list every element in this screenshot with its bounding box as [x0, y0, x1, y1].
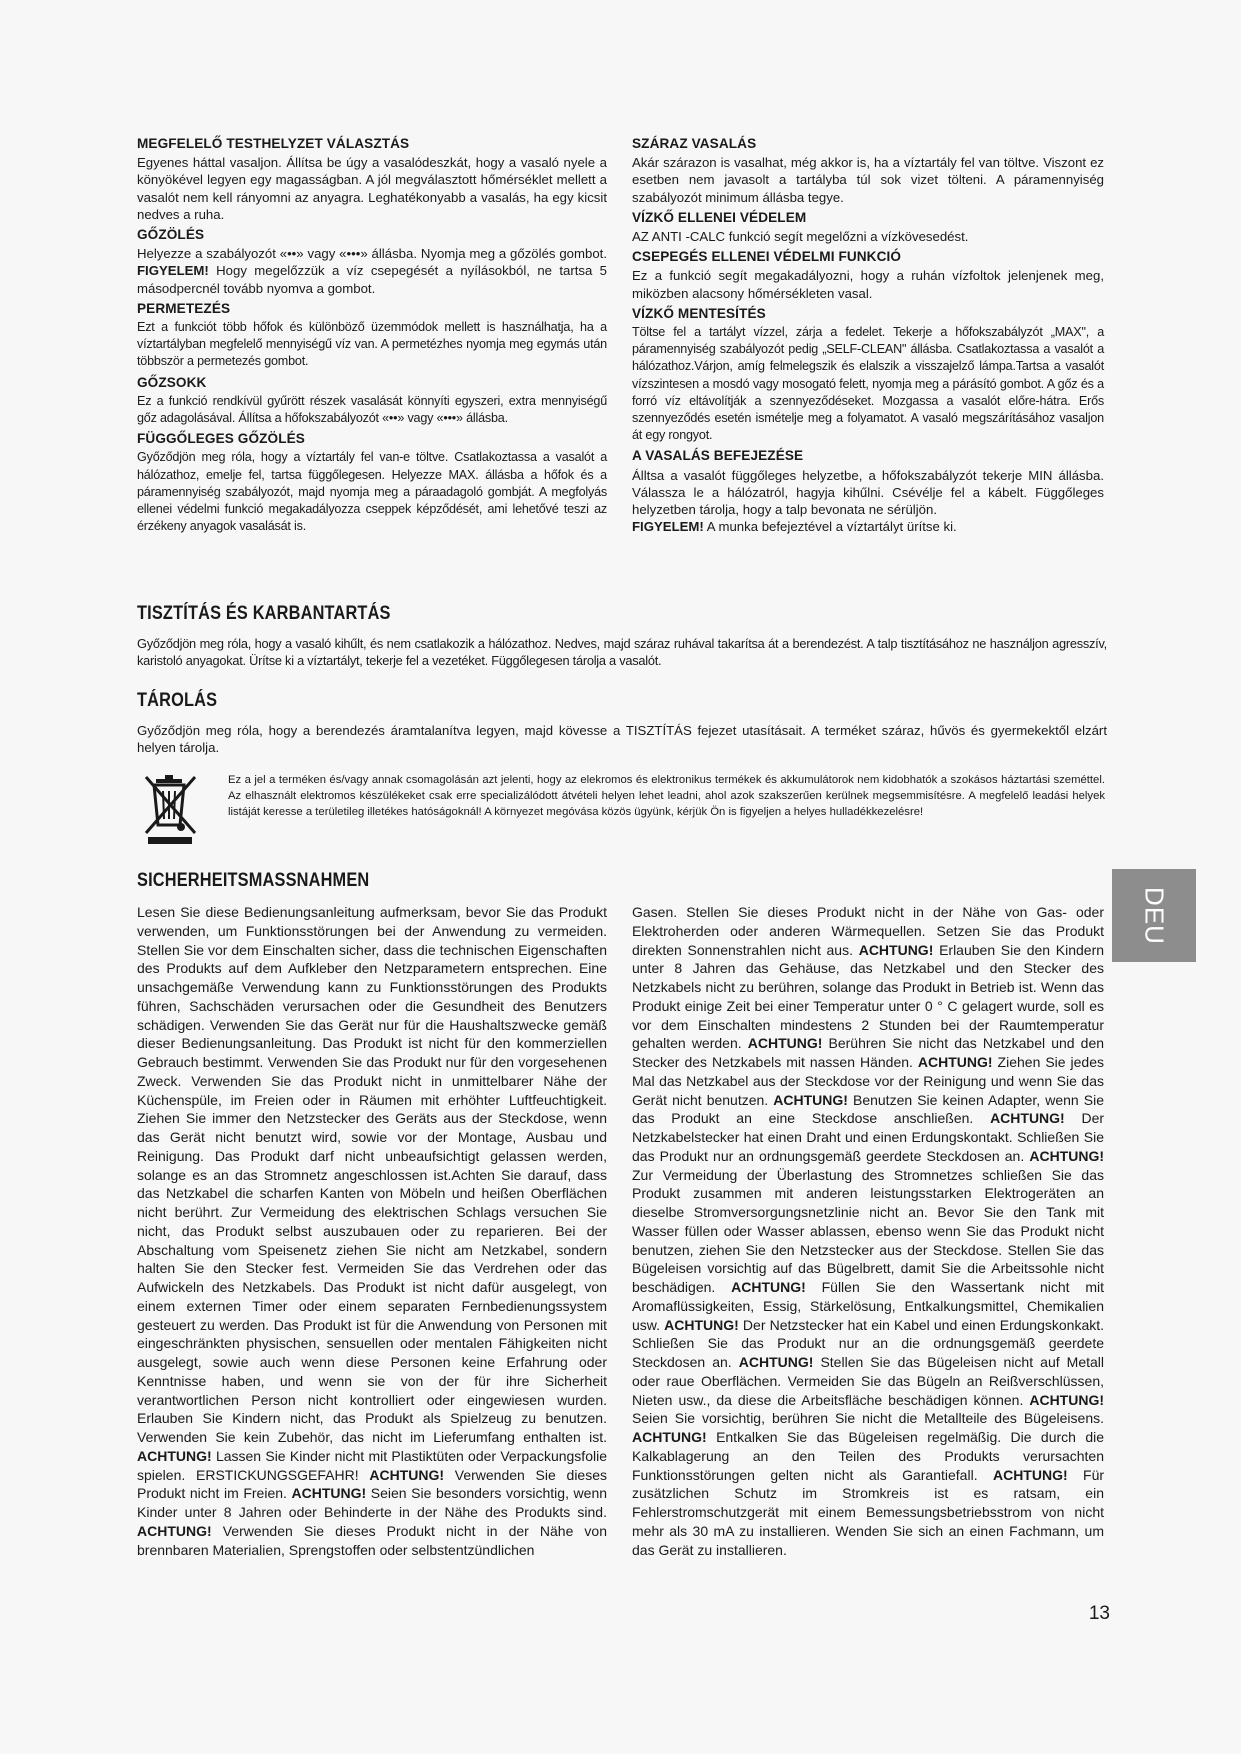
warning-label: ACHTUNG!: [858, 941, 934, 958]
warning-label: ACHTUNG!: [992, 1466, 1068, 1483]
section-text: Helyezze a szabályozót «••» vagy «•••» állásba. Nyomja meg a gőzölés gombot. FIGYELEM! Hogy megelőzzük a víz csepegését a nyílásokból, ne tartsa 5 másodpercnél tovább nyomva a gombot.: [137, 246, 607, 296]
section-text: Ezt a funkciót több hőfok és különböző üzemmódok mellett is használhatja, ha a víztartályban megfelelő mennyiségű víz van. A permetézhes nyomja meg egymás után többször a permetezés gombot.: [137, 320, 607, 369]
warning-label: FIGYELEM!: [137, 263, 209, 279]
section-heading: SZÁRAZ VASALÁS: [632, 136, 757, 151]
section-heading: FÜGGŐLEGES GŐZÖLÉS: [137, 431, 305, 447]
section-heading: PERMETEZÉS: [137, 300, 231, 316]
section-text: Akár szárazon is vasalhat, még akkor is, ha a víztartály fel van töltve. Viszont ez esetben nem javasolt a tartályba túl sok vizet tölteni. A páramennyiség szabályozót minimum állásba tegye.: [632, 155, 1104, 205]
safety-title: SICHERHEITSMASSNAHMEN: [137, 870, 370, 891]
storage-title: TÁROLÁS: [137, 690, 218, 711]
section-text: Töltse fel a tartályt vízzel, zárja a fedelet. Tekerje a hőfokszabályzót „MAX", a páramennyiség szabályozót pedig „SELF-CLEAN" állásba. Csatlakoztassa a vasalót a hálózathoz.Várjon, amíg felmelegszik és elalszik a visszajelző lámpa.Tartsa a vasalót vízszintesen a mosdó vagy mosogató felett, nyomja meg a párásító gombot. A gőz és a forró víz eltávolítják a szennyeződéseket. Mozgassa a vasalót előre-hátra. Erős szennyeződés esetén ismételje meg a folyamatot. A vasaló megszárításához vasaljon át egy rongyot.: [632, 325, 1104, 443]
section-text: Álltsa a vasalót függőleges helyzetbe, a hőfokszabályzót tekerje MIN állásba. Válassza le a hálózatról, hagyja kihűlni. Csévélje fel a kábelt. Függőleges helyzetben tárolja, hogy a talp bevonata ne sérüljön. FIGYELEM! A munka befejeztével a víztartályt ürítse ki.: [632, 467, 1104, 535]
de-left-column: [137, 903, 607, 1559]
section-heading: MEGFELELŐ TESTHELYZET VÁLASZTÁS: [137, 136, 410, 151]
hu-right-column: [632, 135, 1104, 535]
cleaning-title: TISZTÍTÁS ÉS KARBANTARTÁS: [137, 603, 391, 624]
section-heading: VÍZKŐ MENTESÍTÉS: [632, 305, 766, 321]
section-text: Ez a funkció segít megakadályozni, hogy a ruhán vízfoltok jelenjenek meg, miközben alacsony hőmérsékleten vasal.: [632, 268, 1104, 301]
warning-label: ACHTUNG!: [731, 1279, 806, 1295]
section-heading: GŐZÖLÉS: [137, 227, 205, 243]
section-text: Ez a funkció rendkívül gyűrött részek vasalását könnyíti egyszeri, extra mennyiségű gőz adagolásával. Állítsa a hőfokszabályozót «••» vagy «•••» állásba.: [137, 393, 607, 426]
warning-label: ACHTUNG!: [137, 1447, 212, 1464]
warning-label: ACHTUNG!: [137, 1522, 212, 1539]
section-text: Győződjön meg róla, hogy a víztartály fel van-e töltve. Csatlakoztassa a vasalót a hálózathoz, emelje fel, tartsa függőlegesen. Helyezze MAX. állásba a hőfok és a páramennyiség szabályozót, majd nyomja meg a páraadagoló gombját. A megfolyás ellenei védelmi funkció megakadályozza cseppek képződését, ami lehetővé teszi az érzékeny anyagok vasalását is.: [137, 450, 607, 534]
cleaning-text: Győződjön meg róla, hogy a vasaló kihűlt, és nem csatlakozik a hálózathoz. Nedves, majd száraz ruhával takarítsa át a berendezést. A talp tisztításához ne használjon agresszív, karistoló anyagokat. Ürítse ki a víztartályt, tekerje fel a vezetéket. Függőlegesen tárolja a vasalót.: [137, 636, 1107, 669]
hu-left-column: [137, 135, 607, 535]
section-heading: CSEPEGÉS ELLENEI VÉDELMI FUNKCIÓ: [632, 249, 902, 265]
section-heading: GŐZSOKK: [137, 374, 207, 390]
warning-label: ACHTUNG!: [1029, 1147, 1104, 1164]
section-text: Egyenes háttal vasaljon. Állítsa be úgy a vasalódeszkát, hogy a vasaló nyele a könyökével legyen egy magasságban. A jól megválasztott hőmérséklet mellett a vasalót nem kell rányomni az anyagra. Leghatékonyabb a vasalás, ha egy kicsit nedves a ruha.: [137, 155, 607, 222]
language-tab-label: DEU: [1139, 886, 1170, 945]
warning-label: ACHTUNG!: [773, 1091, 848, 1108]
warning-label: ACHTUNG!: [738, 1354, 814, 1370]
warning-label: ACHTUNG!: [369, 1466, 444, 1483]
section-text: AZ ANTI -CALC funkció segít megelőzni a vízkövesedést.: [632, 229, 969, 245]
warning-label: ACHTUNG!: [1029, 1391, 1104, 1408]
warning-label: ACHTUNG!: [664, 1316, 739, 1333]
warning-label: ACHTUNG!: [747, 1035, 823, 1052]
safety-text: Gasen. Stellen Sie dieses Produkt nicht in der Nähe von Gas- oder Elektroherden oder anderen Wärmequellen. Setzen Sie das Produkt direkten Sonnenstrahlen nicht aus. ACHTUNG! Erlauben Sie den Kindern unter 8 Jahren das Gehäuse, das Netzkabel und den Stecker des Netzkabels nicht zu berühren, solange das Produkt in Betrieb ist. Wenn das Produkt einige Zeit bei einer Temperatur unter 0 ° C gelagert wurde, soll es vor dem Einschalten mindestens 2 Stunden bei der Raumtemperatur gehalten werden. ACHTUNG! Berühren Sie nicht das Netzkabel und den Stecker des Netzkabels mit nassen Händen. ACHTUNG! Ziehen Sie jedes Mal das Netzkabel aus der Steckdose vor der Reinigung und wenn Sie das Gerät nicht benutzen. ACHTUNG! Benutzen Sie keinen Adapter, wenn Sie das Produkt an eine Steckdose anschließen. ACHTUNG! Der Netzkabelstecker hat einen Draht und einen Erdungskontakt. Schließen Sie das Produkt nur an ordnungsgemäß geerdete Steckdosen an. ACHTUNG! Zur Vermeidung der Überlastung des Stromnetzes schließen Sie das Produkt zusammen mit anderen leistungsstarken Elektrogeräten an dieselbe Stromversorgungsnetzlinie nicht an. Bevor Sie den Tank mit Wasser füllen oder Wasser ablassen, ebenso wenn Sie das Produkt nicht benutzen, ziehen Sie den Netzstecker aus der Steckdose. Stellen Sie das Bügeleisen vorsichtig auf das Bügelbrett, damit Sie die Arbeitssohle nicht beschädigen. ACHTUNG! Füllen Sie den Wassertank nicht mit Aromaflüssigkeiten, Essig, Stärkelösung, Entkalkungsmittel, Chemikalien usw. ACHTUNG! Der Netzstecker hat ein Kabel und einen Erdungskonkakt. Schließen Sie das Produkt nur an die ordnungsgemäß geerdete Steckdosen an. ACHTUNG! Stellen Sie das Bügeleisen nicht auf Metall oder raue Oberflächen. Vermeiden Sie das Bügeln an Reißverschlüssen, Nieten usw., da diese die Arbeitsfläche beschädigen können. ACHTUNG! Seien Sie vorsichtig, berühren Sie nicht die Metallteile des Bügeleisens. ACHTUNG! Entkalken Sie das Bügeleisen regelmäßig. Die durch die Kalkablagerung an den Teilen des Produkts verursachten Funktionsstörungen gelten nicht als Garantiefall. ACHTUNG! Für zusätzlichen Schutz im Stromkreis ist es ratsam, ein Fehlerstromschutzgerät mit einem Bemessungsbetriebsstrom von nicht mehr als 30 mA zu installieren. Wenden Sie sich an einen Fachmann, um das Gerät zu installieren.: [632, 904, 1105, 1558]
warning-label: ACHTUNG!: [990, 1110, 1065, 1127]
storage-text: Győződjön meg róla, hogy a berendezés áramtalanítva legyen, majd kövesse a TISZTÍTÁS fejezet utasításait. A terméket száraz, hűvös és gyermekektől elzárt helyen tárolja.: [137, 723, 1107, 756]
warning-label: ACHTUNG!: [632, 1429, 707, 1445]
warning-label: ACHTUNG!: [291, 1485, 367, 1502]
safety-text: Lesen Sie diese Bedienungsanleitung aufmerksam, bevor Sie das Produkt verwenden, um Funktionsstörungen bei der Anwendung zu vermeiden. Stellen Sie vor dem Einschalten sicher, dass die technischen Eigenschaften des Produkts auf dem Aufkleber den Netzparametern entsprechen. Eine unsachgemäße Verwendung kann zu Funktionsstörungen des Produkts führen, Sachschäden verursachen oder die Gesundheit des Benutzers schädigen. Verwenden Sie das Gerät nur für die Haushaltszwecke gemäß dieser Bedienungsanleitung. Das Produkt ist nicht für den kommerziellen Gebrauch bestimmt. Verwenden Sie das Produkt nur für den vorgesehenen Zweck. Verwenden Sie das Produkt nicht in unmittelbarer Nähe der Küchenspüle, im Freien oder in Räumen mit erhöhter Luftfeuchtigkeit. Ziehen Sie immer den Netzstecker des Geräts aus der Steckdose, wenn das Gerät nicht benutzt wird, sowie vor der Montage, Ausbau und Reinigung. Das Produkt darf nicht unbeaufsichtigt gelassen werden, solange es an das Stromnetz angeschlossen ist.Achten Sie darauf, dass das Netzkabel die scharfen Kanten von Möbeln und heißen Oberflächen nicht berührt. Zur Vermeidung des elektrischen Schlags versuchen Sie nicht, das Produkt selbst auszubauen oder zu reparieren. Bei der Abschaltung vom Speisenetz ziehen Sie nicht am Netzkabel, sondern halten Sie den Stecker fest. Vermeiden Sie das Verdrehen oder das Aufwickeln des Netzkabels. Das Produkt ist nicht dafür ausgelegt, von einem externen Timer oder einem separaten Fernbedienungssystem gesteuert zu werden. Das Produkt ist für die Anwendung von Personen mit eingeschränkten physischen, sensuellen oder mentalen Fähigkeiten nicht ausgelegt, sowie auch wenn diese Personen keine Erfahrung oder Kenntnisse haben, und wenn sie von der für ihre Sicherheit verantwortlichen Person nicht kontrolliert oder eingewiesen wurden. Erlauben Sie Kindern nicht, das Produkt als Spielzeug zu benutzen. Verwenden Sie kein Zubehör, das nicht im Lieferumfang enthalten ist. ACHTUNG! Lassen Sie Kinder nicht mit Plastiktüten oder Verpackungsfolie spielen. ERSTICKUNGSGEFAHR! ACHTUNG! Verwenden Sie dieses Produkt nicht im Freien. ACHTUNG! Seien Sie besonders vorsichtig, wenn Kinder unter 8 Jahren oder Behinderte in der Nähe des Produkts sind. ACHTUNG! Verwenden Sie dieses Produkt nicht in der Nähe von brennbaren Materialien, Sprengstoffen oder selbstentzündlichen: [137, 904, 608, 1558]
weee-notice-text: Ez a jel a terméken és/vagy annak csomagolásán azt jelenti, hogy az elekromos és elektronikus termékek és akkumulátorok nem kidobhatók a szokásos háztartási szeméttel. Az elhasznált elektromos készülékeket csak erre specializálódott átvételi helyen lehet leadni, ahol azok szakszerűen kerülnek megsemmisítésre. A megfelelő leadási helyek listáját keresse a területileg illetékes hatóságoknál! A környezet megóvása közös ügyünk, kérjük Ön is figyeljen a helyes hulladékkezelésre!: [228, 774, 1105, 818]
warning-label: FIGYELEM!: [632, 519, 704, 535]
de-right-column: [632, 903, 1104, 1559]
section-heading: VÍZKŐ ELLENEI VÉDELEM: [632, 209, 807, 225]
warning-label: ACHTUNG!: [917, 1054, 993, 1070]
section-heading: A VASALÁS BEFEJEZÉSE: [632, 448, 804, 464]
crossed-out-wheelie-bin-icon: [143, 773, 201, 845]
page-number: 13: [1088, 1603, 1110, 1624]
language-tab: [1112, 869, 1196, 962]
